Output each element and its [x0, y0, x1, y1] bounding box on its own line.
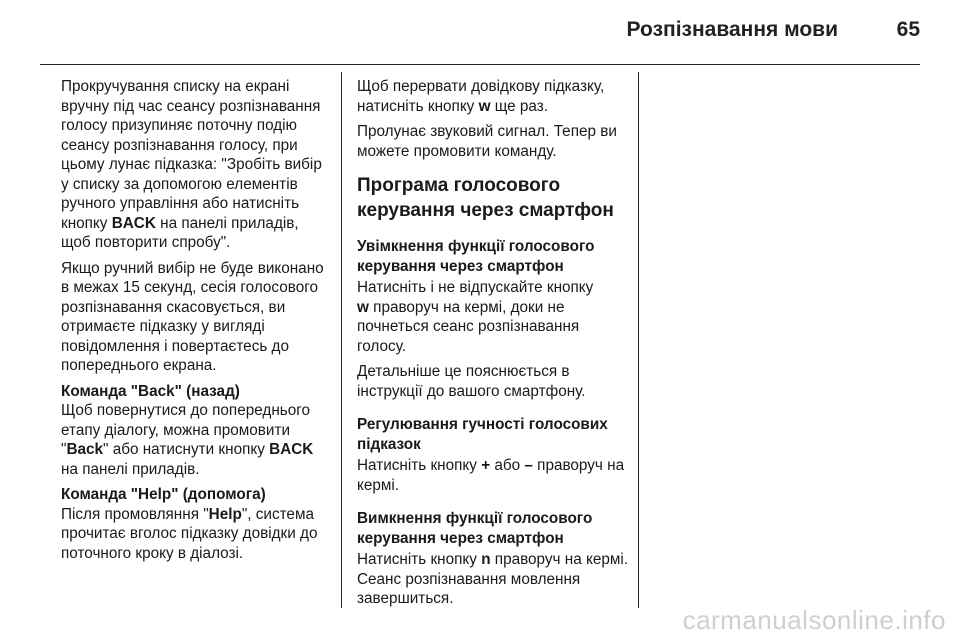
text: Натисніть кнопку	[357, 551, 477, 568]
help-word: Help	[208, 505, 242, 523]
disable-heading: Вимкнення функції голосового керування через смартфон	[357, 510, 593, 547]
text: праворуч на кермі, доки не почнеться сеанс розпізнавання голосу.	[357, 298, 580, 355]
column-divider-right	[638, 72, 639, 608]
minus-icon: –	[524, 457, 533, 474]
back-command-text	[61, 401, 331, 479]
paragraph-beep: Пролунає звуковий сигнал. Тепер ви можете промовити команду.	[357, 123, 617, 160]
enable-detail: Детальніше це пояснюється в інструкції до вашого смартфону.	[357, 363, 586, 400]
paragraph-scroll	[61, 77, 331, 253]
page-header	[40, 0, 920, 65]
section-title: Програма голосового керування через смартфон	[357, 175, 614, 221]
help-command-heading: Команда "Help" (допомога)	[61, 486, 266, 503]
text: або	[494, 457, 521, 474]
volume-heading: Регулювання гучності голосових підказок	[357, 416, 608, 453]
back-key-label: BACK	[111, 214, 156, 232]
text: Щоб перервати довідкову підказку, натисніть кнопку	[357, 78, 605, 115]
paragraph-interrupt	[357, 77, 629, 116]
voice-button-icon: w	[357, 298, 369, 316]
volume-text	[357, 456, 629, 495]
text: на панелі приладів, щоб повторити спробу".	[61, 214, 299, 251]
text: Натисніть кнопку	[357, 457, 477, 474]
back-command-heading: Команда "Back" (назад)	[61, 382, 240, 400]
paragraph-timeout: Якщо ручний вибір не буде виконано в межах 15 секунд, сесія голосового розпізнавання скасовується, ви отримаєте підказку у вигляді повідомлення і повертаєтесь до попереднього екрана.	[61, 259, 324, 374]
watermark: carmanualsonline.info	[682, 605, 946, 635]
header-title: Розпізнавання мови	[626, 18, 838, 41]
text: на панелі приладів.	[61, 460, 200, 478]
back-word: Back	[66, 441, 104, 458]
right-column	[357, 77, 629, 615]
page-number: 65	[896, 18, 920, 41]
text: Прокручування списку на екрані вручну під час сеансу розпізнавання голосу призупиняє поточну подію сеансу розпізнавання голосу, при цьому лунає підказка: "Зробіть вибір у списку за допомогою елементів ручного управління або натисніть кнопку	[61, 78, 322, 232]
left-column	[61, 77, 331, 569]
text: Після промовляння "	[61, 505, 209, 523]
plus-icon: +	[481, 457, 491, 474]
text: праворуч на кермі.	[357, 457, 625, 494]
enable-heading: Увімкнення функції голосового керування через смартфон	[357, 238, 595, 275]
text: " або натиснути кнопку	[103, 441, 265, 458]
back-key-label: BACK	[269, 441, 314, 458]
help-command-text	[61, 505, 331, 564]
text: праворуч на кермі. Сеанс розпізнавання мовлення завершиться.	[357, 551, 629, 607]
text: Щоб повернутися до попереднього етапу діалогу, можна промовити "	[61, 402, 310, 458]
disable-text	[357, 550, 629, 609]
text: ", система прочитає вголос підказку довідки до поточного кроку в діалозі.	[61, 505, 318, 562]
enable-text	[357, 278, 629, 356]
text: ще раз.	[494, 97, 549, 115]
text: Натисніть і не відпускайте кнопку	[357, 279, 594, 296]
hang-up-icon: n	[481, 551, 491, 568]
voice-button-icon: w	[478, 97, 491, 115]
column-divider	[341, 72, 342, 608]
